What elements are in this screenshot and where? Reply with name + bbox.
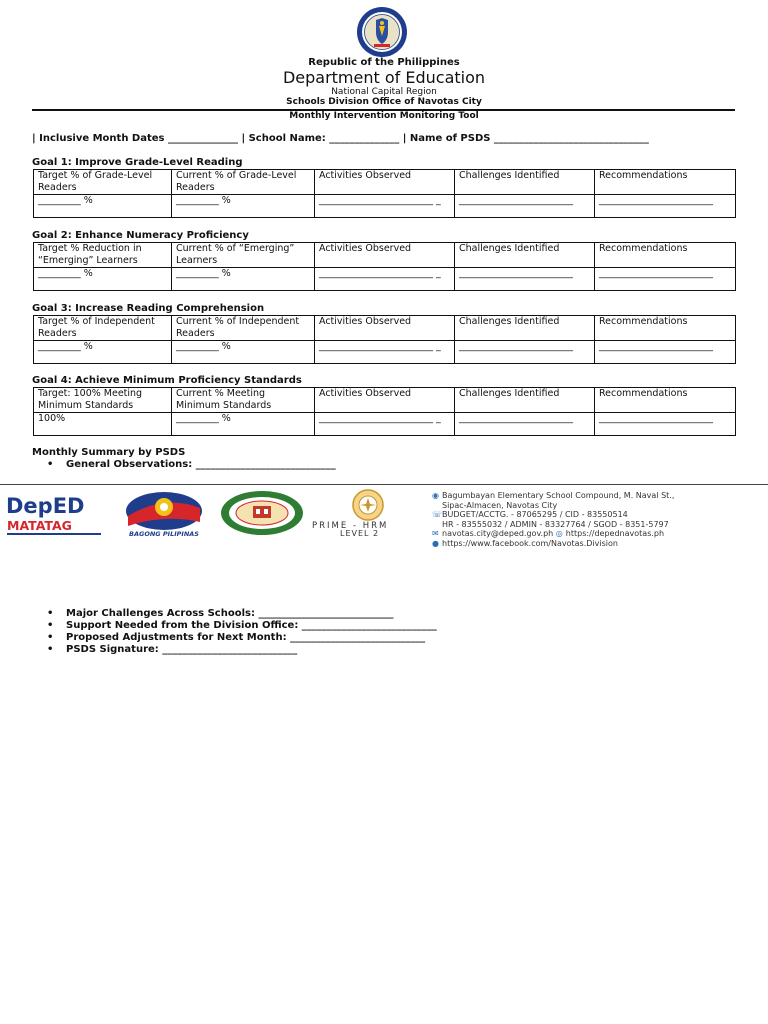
goal-1-challenges-field[interactable]: ________________________ bbox=[455, 195, 595, 218]
deped-seal-icon bbox=[356, 6, 408, 58]
goal-2-header-challenges: Challenges Identified bbox=[455, 243, 595, 268]
goal-4-header-target: Target: 100% Meeting Minimum Standards bbox=[34, 388, 172, 413]
goal-1-table bbox=[33, 169, 736, 218]
footer-divider bbox=[0, 484, 768, 485]
goal-1-header-current: Current % of Grade-Level Readers bbox=[172, 170, 315, 195]
goal-4-header-challenges: Challenges Identified bbox=[455, 388, 595, 413]
email-icon: ✉ bbox=[432, 529, 439, 538]
goal-4-header-activities: Activities Observed bbox=[315, 388, 455, 413]
meta-fields-line[interactable]: | Inclusive Month Dates ______________ | School Name: ______________ | Name of PSDS _______________________________ bbox=[32, 133, 649, 144]
goal-2-target-field[interactable]: _________ % bbox=[34, 268, 172, 291]
goal-4-title: Goal 4: Achieve Minimum Proficiency Standards bbox=[32, 375, 302, 386]
goal-4-current-field[interactable]: _________ % bbox=[172, 413, 315, 436]
goal-3-challenges-field[interactable]: ________________________ bbox=[455, 341, 595, 364]
proposed-adjustments-field[interactable]: • Proposed Adjustments for Next Month: ___________________________ bbox=[32, 632, 437, 644]
address-line-1: Bagumbayan Elementary School Compound, M. Naval St., bbox=[442, 491, 675, 500]
deped-matatag-logo bbox=[4, 492, 106, 538]
matatag-logo-text: MATATAG bbox=[7, 518, 72, 533]
goal-4-challenges-field[interactable]: ________________________ bbox=[455, 413, 595, 436]
goal-3-title: Goal 3: Increase Reading Comprehension bbox=[32, 303, 265, 314]
prime-hrm-emblem-icon bbox=[336, 489, 400, 521]
phone-line-2: HR - 83555032 / ADMIN - 83327764 / SGOD - 8351-5797 bbox=[442, 519, 669, 529]
goal-2-activities-field[interactable]: ________________________ _ bbox=[315, 268, 455, 291]
goal-3-activities-field[interactable]: ________________________ _ bbox=[315, 341, 455, 364]
prime-level-text: LEVEL 2 bbox=[340, 529, 380, 538]
website-link[interactable]: https://depednavotas.ph bbox=[565, 529, 665, 538]
goal-2-table bbox=[33, 242, 736, 291]
summary-title: Monthly Summary by PSDS bbox=[32, 447, 186, 458]
goal-1-header-activities: Activities Observed bbox=[315, 170, 455, 195]
goal-4-header-recommendations: Recommendations bbox=[595, 388, 736, 413]
goal-3-table bbox=[33, 315, 736, 364]
contact-block bbox=[432, 491, 674, 548]
region-heading: National Capital Region bbox=[331, 87, 437, 97]
facebook-icon: ● bbox=[432, 538, 439, 548]
goal-2-header-target: Target % Reduction in “Emerging” Learners bbox=[34, 243, 172, 268]
email-link[interactable]: navotas.city@deped.gov.ph bbox=[442, 529, 554, 538]
prime-hrm-text: PRIME - HRM bbox=[312, 521, 389, 531]
goal-2-challenges-field[interactable]: ________________________ bbox=[455, 268, 595, 291]
division-heading: Schools Division Office of Navotas City bbox=[286, 97, 482, 107]
globe-icon: ◎ bbox=[555, 529, 563, 538]
goal-1-current-field[interactable]: _________ % bbox=[172, 195, 315, 218]
goal-3-header-target: Target % of Independent Readers bbox=[34, 316, 172, 341]
general-observations-field[interactable]: • General Observations: ____________________________ bbox=[32, 459, 336, 471]
psds-signature-field[interactable]: • PSDS Signature: ___________________________ bbox=[32, 644, 437, 656]
goal-3-header-recommendations: Recommendations bbox=[595, 316, 736, 341]
goal-1-title: Goal 1: Improve Grade-Level Reading bbox=[32, 157, 243, 168]
summary-general-list bbox=[32, 459, 336, 471]
goal-1-recommendations-field[interactable]: ________________________ bbox=[595, 195, 736, 218]
goal-1-header-recommendations: Recommendations bbox=[595, 170, 736, 195]
goal-3-recommendations-field[interactable]: ________________________ bbox=[595, 341, 736, 364]
bagong-pilipinas-text: BAGONG PILIPINAS bbox=[129, 530, 199, 538]
department-heading: Department of Education bbox=[282, 68, 486, 87]
bagong-pilipinas-logo bbox=[118, 490, 210, 538]
phone-icon: ☏ bbox=[432, 510, 443, 519]
address-line-2: Sipac-Almacen, Navotas City bbox=[442, 500, 558, 510]
summary-items-list bbox=[32, 608, 437, 656]
goal-1-header-challenges: Challenges Identified bbox=[455, 170, 595, 195]
goal-1-activities-field[interactable]: ________________________ _ bbox=[315, 195, 455, 218]
goal-3-current-field[interactable]: _________ % bbox=[172, 341, 315, 364]
goal-2-header-activities: Activities Observed bbox=[315, 243, 455, 268]
goal-4-recommendations-field[interactable]: ________________________ bbox=[595, 413, 736, 436]
major-challenges-field[interactable]: • Major Challenges Across Schools: ___________________________ bbox=[32, 608, 437, 620]
support-needed-field[interactable]: • Support Needed from the Division Office: ___________________________ bbox=[32, 620, 437, 632]
phone-line-1: BUDGET/ACCTG. - 87065295 / CID - 83550514 bbox=[442, 510, 628, 519]
republic-heading: Republic of the Philippines bbox=[308, 57, 460, 68]
goal-2-header-current: Current % of “Emerging” Learners bbox=[172, 243, 315, 268]
deped-logo-text: DepED bbox=[6, 494, 85, 518]
goal-2-header-recommendations: Recommendations bbox=[595, 243, 736, 268]
goal-3-header-current: Current % of Independent Readers bbox=[172, 316, 315, 341]
goal-4-target-value: 100% bbox=[34, 413, 172, 436]
navotas-division-seal-icon bbox=[220, 490, 304, 536]
goal-4-activities-field[interactable]: ________________________ _ bbox=[315, 413, 455, 436]
goal-2-current-field[interactable]: _________ % bbox=[172, 268, 315, 291]
location-pin-icon: ◉ bbox=[432, 491, 439, 500]
goal-2-title: Goal 2: Enhance Numeracy Proficiency bbox=[32, 230, 249, 241]
goal-3-target-field[interactable]: _________ % bbox=[34, 341, 172, 364]
goal-2-recommendations-field[interactable]: ________________________ bbox=[595, 268, 736, 291]
goal-4-table bbox=[33, 387, 736, 436]
tool-title: Monthly Intervention Monitoring Tool bbox=[289, 111, 479, 121]
facebook-link[interactable]: https://www.facebook.com/Navotas.Division bbox=[442, 538, 618, 548]
goal-4-header-current: Current % Meeting Minimum Standards bbox=[172, 388, 315, 413]
goal-1-target-field[interactable]: _________ % bbox=[34, 195, 172, 218]
goal-3-header-challenges: Challenges Identified bbox=[455, 316, 595, 341]
goal-3-header-activities: Activities Observed bbox=[315, 316, 455, 341]
goal-1-header-target: Target % of Grade-Level Readers bbox=[34, 170, 172, 195]
